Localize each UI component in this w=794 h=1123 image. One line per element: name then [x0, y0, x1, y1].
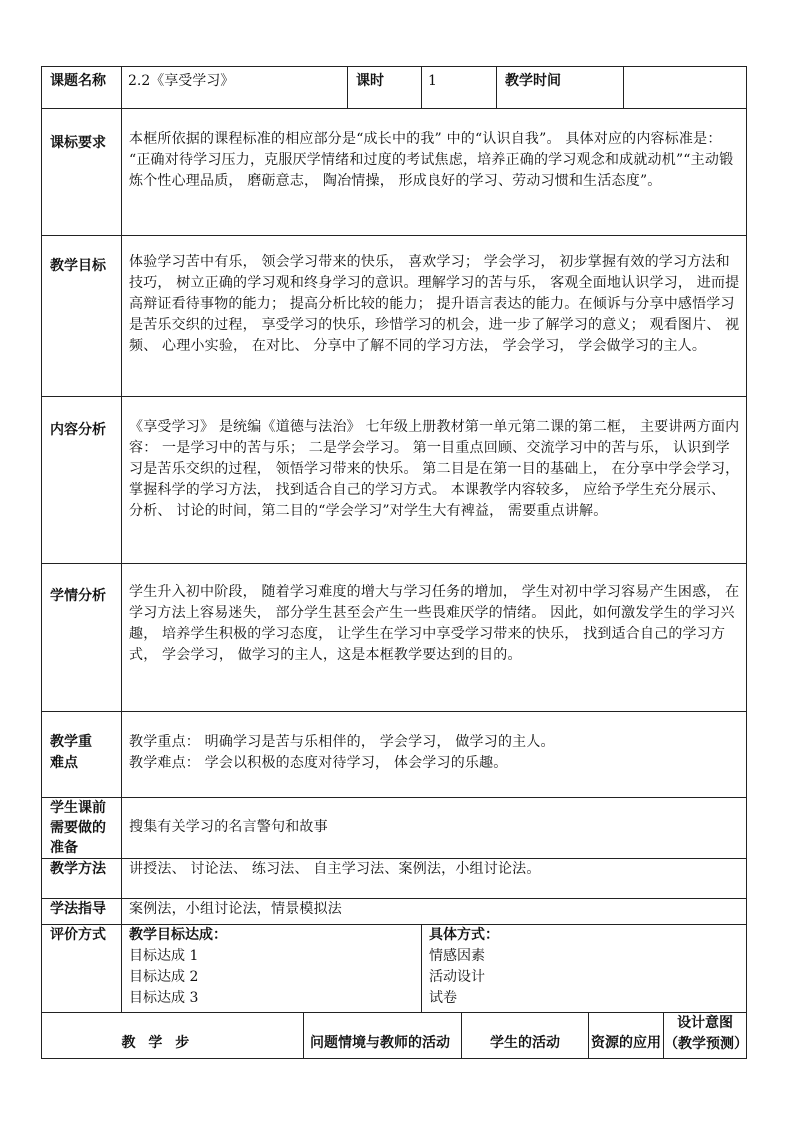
keypoints-text — [122, 712, 747, 798]
keypoints-label-line1: 教学重 — [50, 734, 92, 750]
standards-label: 课标要求 — [42, 109, 122, 236]
objectives-label: 教学目标 — [42, 236, 122, 397]
steps-header-row — [42, 1013, 747, 1059]
evaluation-method-item: 情感因素 — [429, 948, 486, 964]
content-row — [42, 397, 747, 564]
evaluation-goals — [122, 925, 422, 1013]
steps-blank-cell — [42, 1013, 122, 1059]
prep-label-line2: 需要做的 — [50, 820, 106, 836]
evaluation-methods-title: 具体方式： — [429, 927, 500, 943]
prep-label-line3: 准备 — [50, 840, 78, 856]
evaluation-method-item: 活动设计 — [429, 969, 486, 985]
evaluation-goal-item: 目标达成 2 — [129, 969, 199, 985]
method-row — [42, 859, 747, 899]
steps-column-header — [122, 1013, 304, 1059]
time-label: 教学时间 — [497, 67, 624, 109]
evaluation-method-item: 试卷 — [429, 990, 458, 1006]
prep-label-line1: 学生课前 — [50, 800, 106, 816]
students-row — [42, 564, 747, 712]
steps-label: 教 学 步 — [121, 1035, 194, 1051]
design-intent-title: 设计意图 — [677, 1015, 734, 1031]
evaluation-row — [42, 925, 747, 1013]
evaluation-methods — [422, 925, 747, 1013]
keypoints-row — [42, 712, 747, 798]
header-row — [42, 67, 747, 109]
keypoints-label-line2: 难点 — [50, 755, 78, 771]
topic-value: 2.2《享受学习》 — [122, 67, 348, 109]
learning-label: 学法指导 — [42, 899, 122, 925]
evaluation-goal-item: 目标达成 1 — [129, 948, 199, 964]
learning-row — [42, 899, 747, 925]
key-point-line: 教学重点： 明确学习是苦与乐相伴的， 学会学习， 做学习的主人。 — [129, 734, 555, 750]
content-text: 《享受学习》 是统编《道德与法治》 七年级上册教材第一单元第二课的第二框， 主要讲两方面内容： 一是学习中的苦与乐； 二是学会学习。 第一目重点回顾、交流学习中的苦与乐， 认识到学习是苦乐交织的过程， 领悟学习带来的快乐。 第二目是在第一目的基础上， 在分享中学会学习， 掌握科学的学习方法， 找到适合自己的学习方式。 本课教学内容较多， 应给予学生充分展示、 分析、 讨论的时间，第二目的“学会学习”对学生大有裨益， 需要重点讲解。 — [122, 397, 747, 564]
design-intent-subtitle: （教学预测） — [664, 1036, 749, 1052]
objectives-text: 体验学习苦中有乐， 领会学习带来的快乐， 喜欢学习； 学会学习， 初步掌握有效的学习方法和技巧， 树立正确的学习观和终身学习的意识。理解学习的苦与乐， 客观全面地认识学习， 进而提高辩证看待事物的能力； 提高分析比较的能力； 提升语言表达的能力。在倾诉与分享中感悟学习是苦乐交织的过程， 享受学习的快乐，珍惜学习的机会，进一步了解学习的意义； 观看图片、 视频、 心理小实验， 在对比、 分享中了解不同的学习方法， 学会学习， 学会做学习的主人。 — [122, 236, 747, 397]
student-activity-header: 学生的活动 — [462, 1013, 589, 1059]
time-value — [624, 67, 747, 109]
content-label: 内容分析 — [42, 397, 122, 564]
standards-text: 本框所依据的课程标准的相应部分是“成长中的我” 中的“认识自我”。 具体对应的内容标准是： “正确对待学习压力，克服厌学情绪和过度的考试焦虑，培养正确的学习观念和成就动机”“主动锻炼个性心理品质， 磨砺意志， 陶冶情操， 形成良好的学习、劳动习惯和生活态度”。 — [122, 109, 747, 236]
objectives-row — [42, 236, 747, 397]
difficulty-line: 教学难点： 学会以积极的态度对待学习， 体会学习的乐趣。 — [129, 755, 508, 771]
evaluation-label: 评价方式 — [42, 925, 122, 1013]
topic-label: 课题名称 — [42, 67, 122, 109]
teacher-activity-header: 问题情境与教师的活动 — [304, 1013, 462, 1059]
method-text: 讲授法、 讨论法、 练习法、 自主学习法、案例法，小组讨论法。 — [122, 859, 747, 899]
standards-row — [42, 109, 747, 236]
prep-row — [42, 798, 747, 859]
hours-value: 1 — [422, 67, 497, 109]
evaluation-goals-title: 教学目标达成： — [129, 927, 227, 943]
evaluation-goal-item: 目标达成 3 — [129, 990, 199, 1006]
students-label: 学情分析 — [42, 564, 122, 712]
hours-label: 课时 — [348, 67, 422, 109]
prep-label — [42, 798, 122, 859]
prep-text: 搜集有关学习的名言警句和故事 — [122, 798, 747, 859]
lesson-plan-table — [41, 66, 747, 1059]
method-label: 教学方法 — [42, 859, 122, 899]
students-text: 学生升入初中阶段， 随着学习难度的增大与学习任务的增加， 学生对初中学习容易产生困惑， 在学习方法上容易迷失， 部分学生甚至会产生一些畏难厌学的情绪。 因此，如何激发学生的学习兴趣， 培养学生积极的学习态度， 让学生在学习中享受学习带来的快乐， 找到适合自己的学习方式， 学会学习， 做学习的主人，这是本框教学要达到的目的。 — [122, 564, 747, 712]
design-intent-header — [664, 1013, 747, 1059]
learning-text: 案例法，小组讨论法，情景模拟法 — [122, 899, 747, 925]
keypoints-label — [42, 712, 122, 798]
resources-header: 资源的应用 — [589, 1013, 664, 1059]
